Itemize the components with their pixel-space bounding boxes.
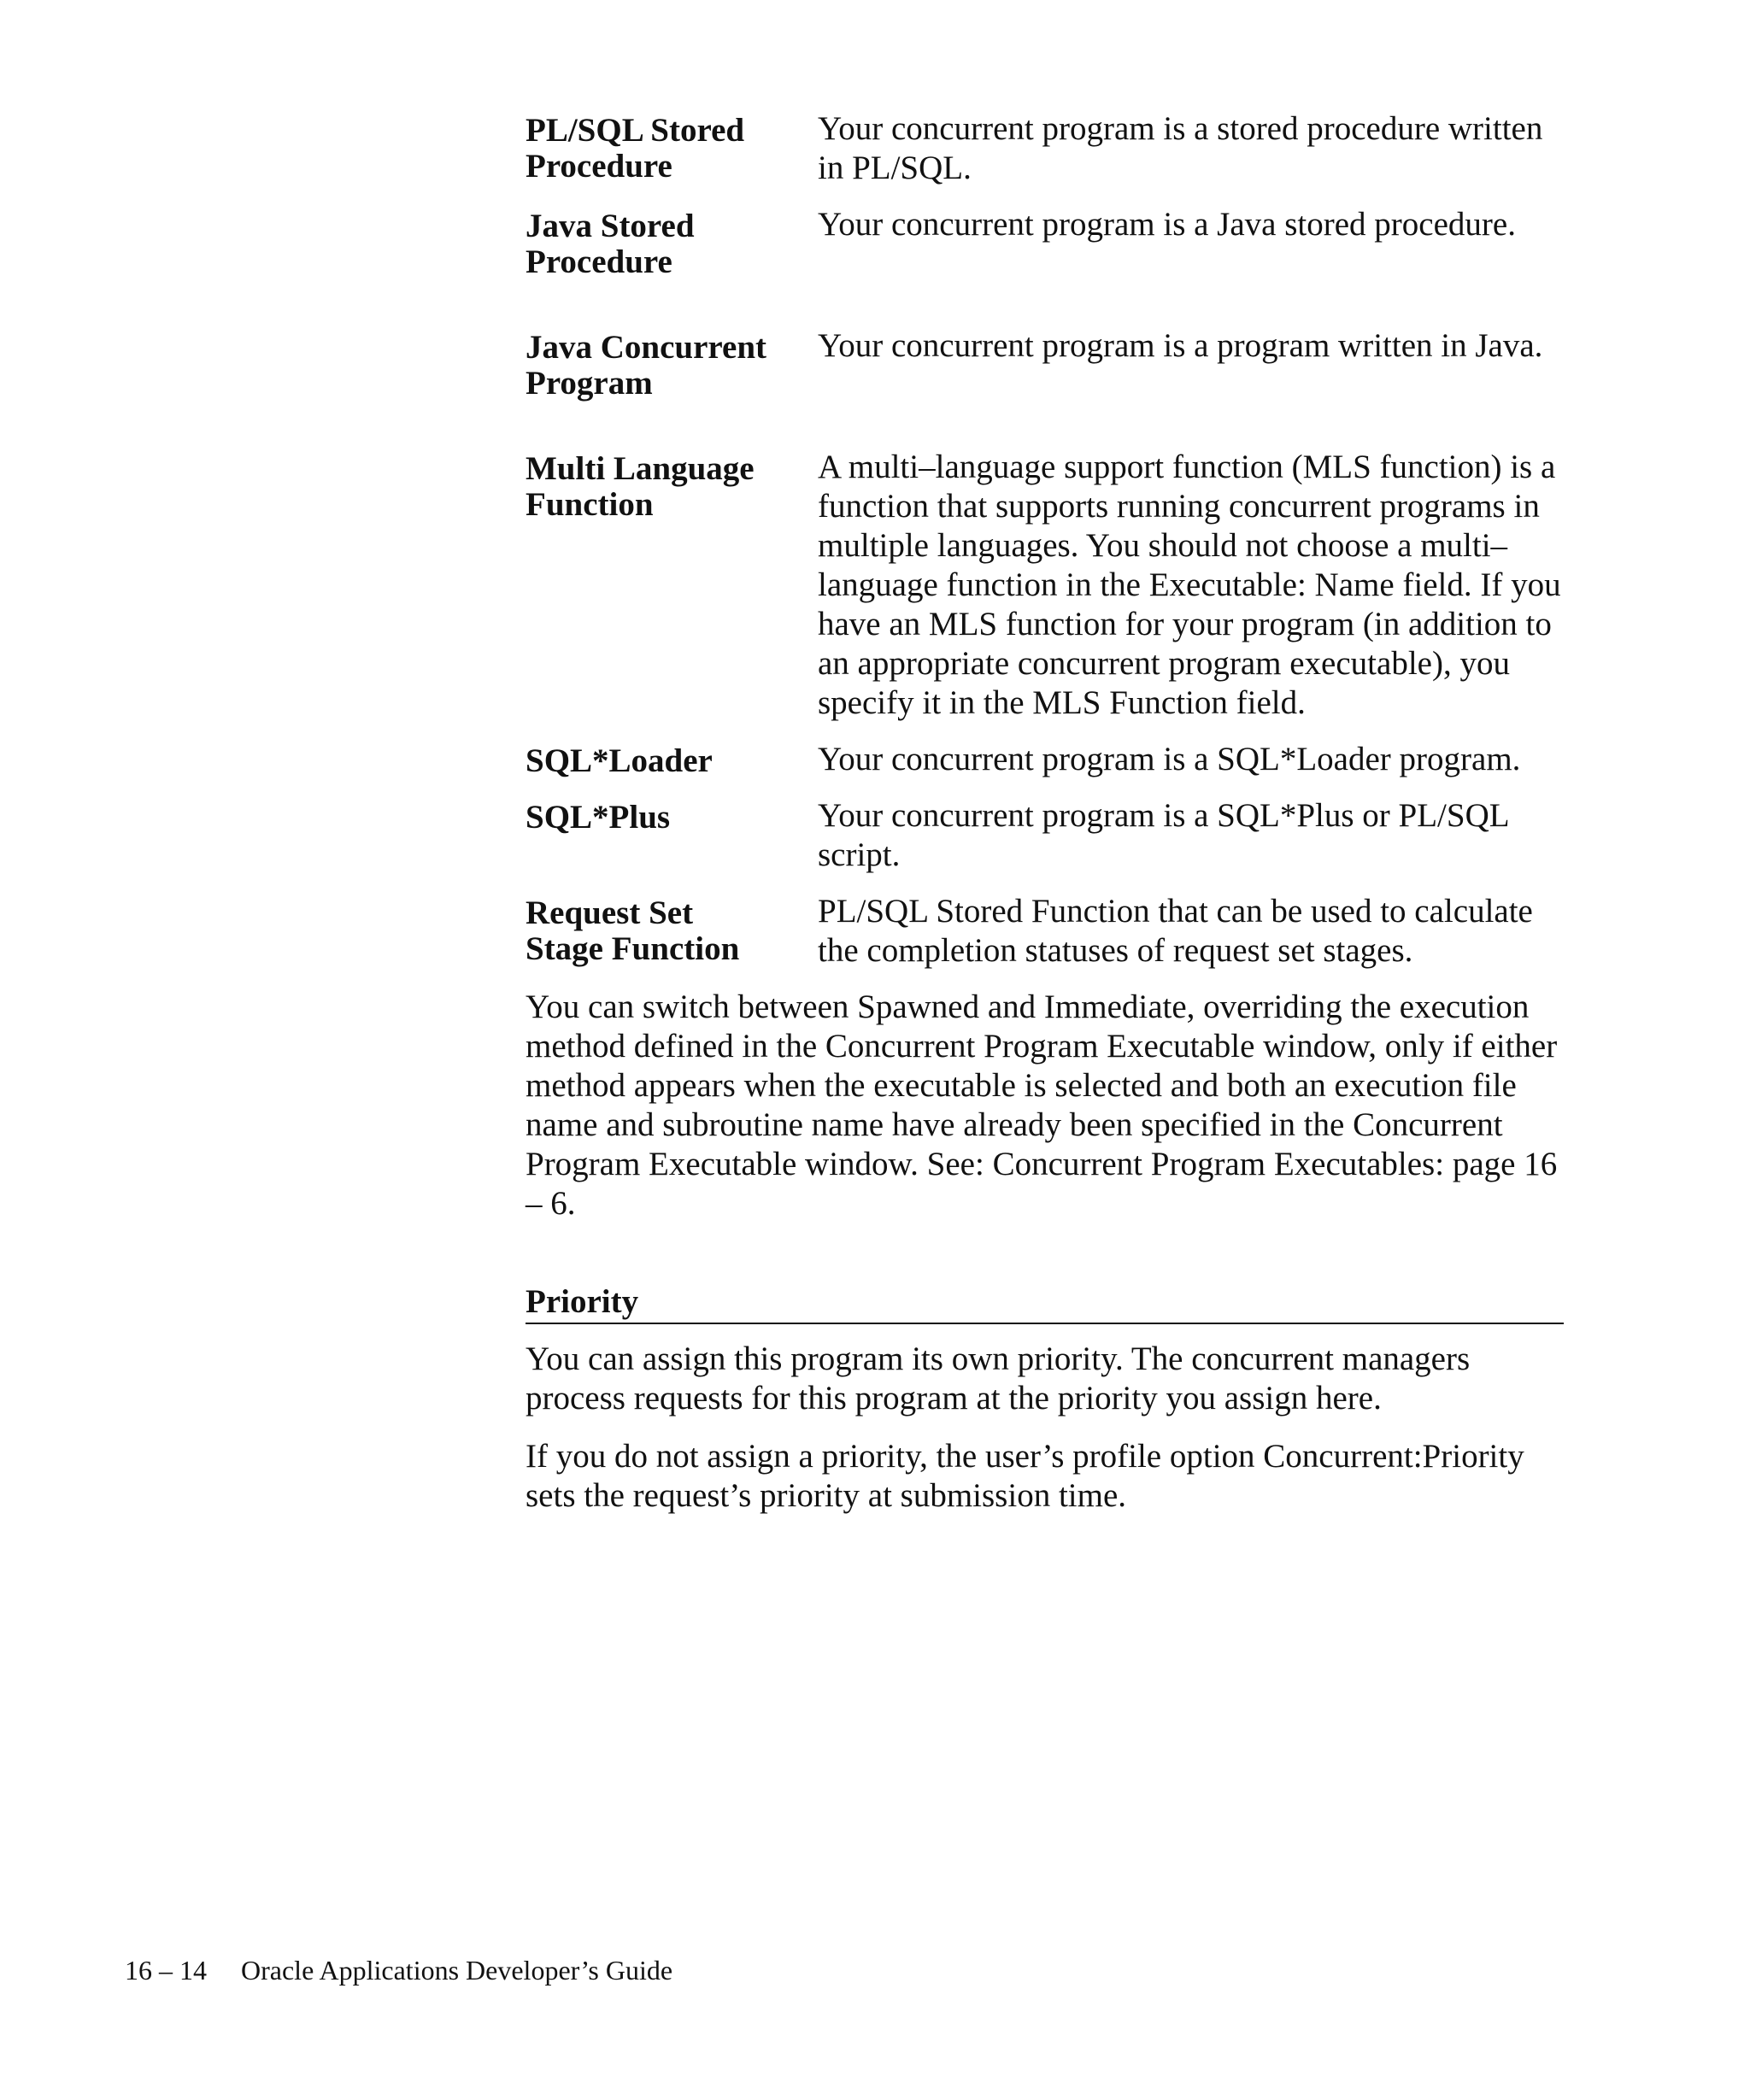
definition-description: A multi–language support function (MLS function) is a function that supports running concurrent programs in multiple languages. You should not choose a multi–language function in the Executable: Name field. If you have an MLS function for your program (in addition to an appropriate concurrent program executable), you specify it in the MLS Function field. [818,449,1561,721]
definition-term: Multi Language Function [526,450,755,523]
priority-heading: Priority [526,1283,639,1320]
definition-description: Your concurrent program is a program written in Java. [818,327,1543,364]
definition-description: Your concurrent program is a SQL*Plus or PL/SQL script. [818,797,1509,873]
definition-term: Java Stored Procedure [526,208,695,280]
definition-description: PL/SQL Stored Function that can be used to calculate the completion statuses of request set stages. [818,893,1533,969]
definition-description: Your concurrent program is a Java stored procedure. [818,206,1516,243]
definition-term: Request Set Stage Function [526,895,740,967]
definition-row-sql-loader [526,740,1564,779]
priority-paragraph-1: You can assign this program its own priority. The concurrent managers process requests for this program at the priority you assign here. [526,1340,1471,1417]
priority-heading-rule [526,1283,1564,1324]
definition-term: Java Concurrent Program [526,329,767,402]
definition-term: SQL*Loader [526,742,713,779]
definition-row-java-concurrent-program [526,326,1564,402]
footer-page-number: 16 – 14 [125,1955,207,1986]
switch-method-paragraph: You can switch between Spawned and Immediate, overriding the execution method defined in the Concurrent Program Executable window, only if either method appears when the executable is selected and both an execution file name and subroutine name have already been specified in the Concurrent Program Executable window. See: Concurrent Program Executables: page 16 – 6. [526,988,1558,1222]
definition-description: Your concurrent program is a SQL*Loader program. [818,741,1521,777]
footer-book-title: Oracle Applications Developer’s Guide [241,1955,673,1986]
page-footer [125,1953,672,1987]
definition-row-java-stored-procedure [526,205,1564,280]
priority-paragraph-2: If you do not assign a priority, the user’s profile option Concurrent:Priority sets the request’s priority at submission time. [526,1438,1524,1514]
definition-term: PL/SQL Stored Procedure [526,112,745,185]
definition-row-sql-plus [526,796,1564,875]
definition-list [526,109,1564,971]
definition-row-request-set-stage-function [526,892,1564,971]
definition-row-multi-language-function [526,448,1564,723]
page-content [526,109,1564,1534]
definition-term: SQL*Plus [526,799,671,836]
definition-row-plsql-stored-procedure [526,109,1564,188]
definition-description: Your concurrent program is a stored procedure written in PL/SQL. [818,110,1543,186]
